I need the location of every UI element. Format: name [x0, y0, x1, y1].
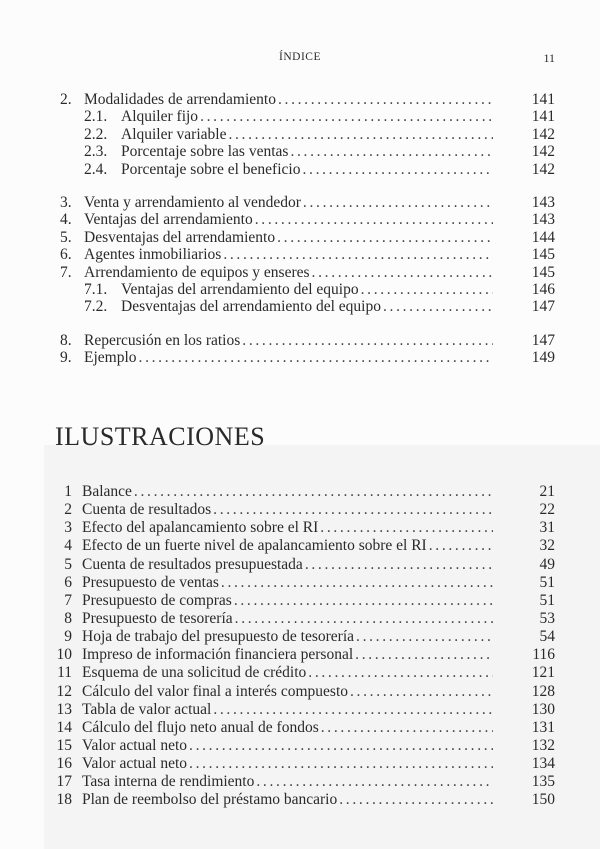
entry-number: 17 — [56, 773, 72, 791]
toc-entry — [60, 108, 555, 125]
entry-page: 141 — [531, 108, 555, 126]
entry-page: 143 — [531, 211, 555, 229]
entry-title: Desventajas del arrendamiento — [84, 228, 276, 246]
entry-title: Cálculo del valor final a interés compuesto — [82, 682, 348, 700]
dot-leader — [383, 298, 493, 315]
entry-number: 6 — [64, 573, 72, 591]
dot-leader — [189, 755, 493, 773]
entry-title: Agentes inmobiliarios — [84, 246, 222, 264]
illustration-entry — [46, 755, 555, 773]
entry-page: 116 — [532, 646, 555, 664]
entry-title: Cuenta de resultados presupuestada — [82, 555, 303, 573]
entry-page: 149 — [531, 349, 555, 367]
entry-number: 8. — [60, 331, 72, 349]
section-heading: ILUSTRACIONES — [55, 422, 266, 451]
entry-title: Plan de reembolso del préstamo bancario — [82, 791, 338, 809]
dot-leader — [221, 574, 493, 592]
toc-entry — [60, 281, 555, 298]
entry-page: 31 — [539, 519, 555, 537]
dot-leader — [139, 349, 493, 366]
dot-leader — [235, 610, 493, 628]
entry-page: 145 — [531, 263, 555, 281]
toc-entry — [60, 246, 555, 263]
entry-page: 51 — [539, 573, 555, 591]
dot-leader — [256, 773, 493, 791]
illustration-entry — [46, 519, 555, 537]
dot-leader — [312, 264, 493, 281]
entry-number: 9. — [60, 349, 72, 367]
entry-page: 54 — [539, 628, 555, 646]
illustration-entry — [46, 701, 555, 719]
entry-number: 11 — [57, 664, 72, 682]
entry-number: 5. — [60, 228, 72, 246]
entry-number: 7 — [64, 591, 72, 609]
toc-entry — [60, 91, 555, 108]
entry-title: Tabla de valor actual — [82, 700, 212, 718]
entry-number: 12 — [56, 682, 72, 700]
illustration-entry — [46, 646, 555, 664]
entry-page: 22 — [539, 501, 555, 519]
illustration-entry — [46, 719, 555, 737]
entry-number: 15 — [56, 736, 72, 754]
dot-leader — [213, 701, 493, 719]
entry-title: Desventajas del arrendamiento del equipo — [121, 298, 381, 316]
toc-entry — [60, 194, 555, 211]
entry-number: 3. — [60, 193, 72, 211]
entry-page: 21 — [539, 483, 555, 500]
dot-leader — [277, 229, 493, 246]
entry-number: 7.2. — [84, 298, 108, 316]
entry-number: 2.2. — [84, 125, 108, 143]
entry-page: 142 — [531, 160, 555, 178]
entry-number: 18 — [56, 791, 72, 809]
dot-leader — [320, 519, 493, 537]
entry-title: Cuenta de resultados — [82, 501, 212, 519]
illustration-entry — [46, 574, 555, 592]
entry-title: Balance — [82, 483, 132, 500]
illustration-entry — [46, 537, 555, 555]
entry-title: Ventajas del arrendamiento del equipo — [121, 280, 359, 298]
entry-page: 134 — [531, 755, 555, 773]
dot-leader — [303, 194, 493, 211]
dot-leader — [242, 332, 493, 349]
entry-title: Tasa interna de rendimiento — [82, 773, 255, 791]
dot-leader — [308, 664, 493, 682]
entry-title: Venta y arrendamiento al vendedor — [84, 193, 301, 211]
illustration-entry — [46, 664, 555, 682]
entry-page: 53 — [539, 609, 555, 627]
entry-number: 16 — [56, 755, 72, 773]
entry-number: 4. — [60, 211, 72, 229]
dot-leader — [361, 281, 493, 298]
entry-page: 142 — [531, 125, 555, 143]
entry-number: 1 — [64, 483, 72, 500]
entry-title: Modalidades de arrendamiento — [84, 91, 276, 108]
entry-number: 2. — [60, 91, 72, 108]
toc-entry — [60, 332, 555, 349]
entry-page: 121 — [531, 664, 555, 682]
illustrations-list — [46, 483, 555, 810]
illustration-entry — [46, 628, 555, 646]
entry-title: Porcentaje sobre las ventas — [121, 143, 289, 161]
entry-page: 150 — [531, 791, 555, 809]
dot-leader — [321, 719, 493, 737]
entry-title: Hoja de trabajo del presupuesto de tesorería — [82, 628, 355, 646]
entry-page: 146 — [531, 280, 555, 298]
entry-number: 7. — [60, 263, 72, 281]
entry-title: Arrendamiento de equipos y enseres — [84, 263, 310, 281]
dot-leader — [350, 683, 493, 701]
entry-title: Presupuesto de compras — [82, 591, 232, 609]
entry-number: 2.3. — [84, 143, 108, 161]
table-of-contents — [60, 91, 555, 366]
entry-title: Impreso de información financiera personal — [82, 646, 354, 664]
dot-leader — [356, 628, 493, 646]
dot-leader — [255, 211, 493, 228]
dot-leader — [429, 537, 493, 555]
entry-number: 2.4. — [84, 160, 108, 178]
entry-title: Presupuesto de tesorería — [82, 609, 233, 627]
entry-page: 143 — [531, 193, 555, 211]
illustration-entry — [46, 556, 555, 574]
entry-number: 13 — [56, 700, 72, 718]
entry-page: 135 — [531, 773, 555, 791]
dot-leader — [355, 646, 493, 664]
entry-number: 3 — [64, 519, 72, 537]
dot-leader — [189, 737, 493, 755]
dot-leader — [234, 592, 493, 610]
entry-title: Ejemplo — [84, 349, 137, 367]
dot-leader — [228, 126, 493, 143]
entry-page: 147 — [531, 331, 555, 349]
dot-leader — [223, 246, 493, 263]
toc-entry — [60, 229, 555, 246]
entry-page: 51 — [539, 591, 555, 609]
entry-title: Repercusión en los ratios — [84, 331, 241, 349]
entry-number: 2.1. — [84, 108, 108, 126]
entry-number: 5 — [64, 555, 72, 573]
dot-leader — [290, 143, 493, 160]
entry-number: 14 — [56, 718, 72, 736]
entry-page: 144 — [531, 228, 555, 246]
entry-page: 49 — [539, 555, 555, 573]
entry-title: Efecto de un fuerte nivel de apalancamiento sobre el RI — [82, 537, 427, 555]
illustration-entry — [46, 791, 555, 809]
dot-leader — [200, 108, 493, 125]
dot-leader — [134, 483, 493, 501]
entry-page: 130 — [531, 700, 555, 718]
toc-entry — [60, 161, 555, 178]
entry-page: 128 — [531, 682, 555, 700]
toc-entry — [60, 143, 555, 160]
entry-title: Cálculo del flujo neto anual de fondos — [82, 718, 319, 736]
entry-number: 6. — [60, 246, 72, 264]
entry-title: Valor actual neto — [82, 755, 188, 773]
dot-leader — [213, 501, 493, 519]
entry-title: Porcentaje sobre el beneficio — [121, 160, 301, 178]
entry-number: 2 — [64, 501, 72, 519]
illustration-entry — [46, 773, 555, 791]
toc-entry — [60, 211, 555, 228]
illustration-entry — [46, 610, 555, 628]
toc-entry — [60, 298, 555, 315]
entry-title: Ventajas del arrendamiento — [84, 211, 253, 229]
illustration-entry — [46, 683, 555, 701]
entry-title: Presupuesto de ventas — [82, 573, 219, 591]
illustration-entry — [46, 501, 555, 519]
dot-leader — [305, 556, 493, 574]
illustration-entry — [46, 737, 555, 755]
entry-page: 147 — [531, 298, 555, 316]
entry-number: 9 — [64, 628, 72, 646]
entry-number: 10 — [56, 646, 72, 664]
page-number: 11 — [543, 51, 555, 65]
entry-page: 141 — [531, 91, 555, 108]
illustration-entry — [46, 592, 555, 610]
toc-entry — [60, 126, 555, 143]
entry-number: 7.1. — [84, 280, 108, 298]
toc-entry — [60, 264, 555, 281]
entry-page: 32 — [539, 537, 555, 555]
entry-page: 145 — [531, 246, 555, 264]
entry-title: Valor actual neto — [82, 736, 188, 754]
running-header-title: ÍNDICE — [279, 51, 321, 63]
toc-entry — [60, 349, 555, 366]
entry-page: 131 — [531, 718, 555, 736]
entry-title: Alquiler variable — [121, 125, 227, 143]
entry-number: 8 — [64, 609, 72, 627]
entry-page: 132 — [531, 736, 555, 754]
entry-page: 142 — [531, 143, 555, 161]
entry-title: Efecto del apalancamiento sobre el RI — [82, 519, 319, 537]
illustration-entry — [46, 483, 555, 501]
entry-title: Alquiler fijo — [121, 108, 199, 126]
entry-title: Esquema de una solicitud de crédito — [82, 664, 307, 682]
entry-number: 4 — [64, 537, 72, 555]
dot-leader — [339, 791, 493, 809]
dot-leader — [278, 91, 493, 108]
dot-leader — [302, 161, 493, 178]
